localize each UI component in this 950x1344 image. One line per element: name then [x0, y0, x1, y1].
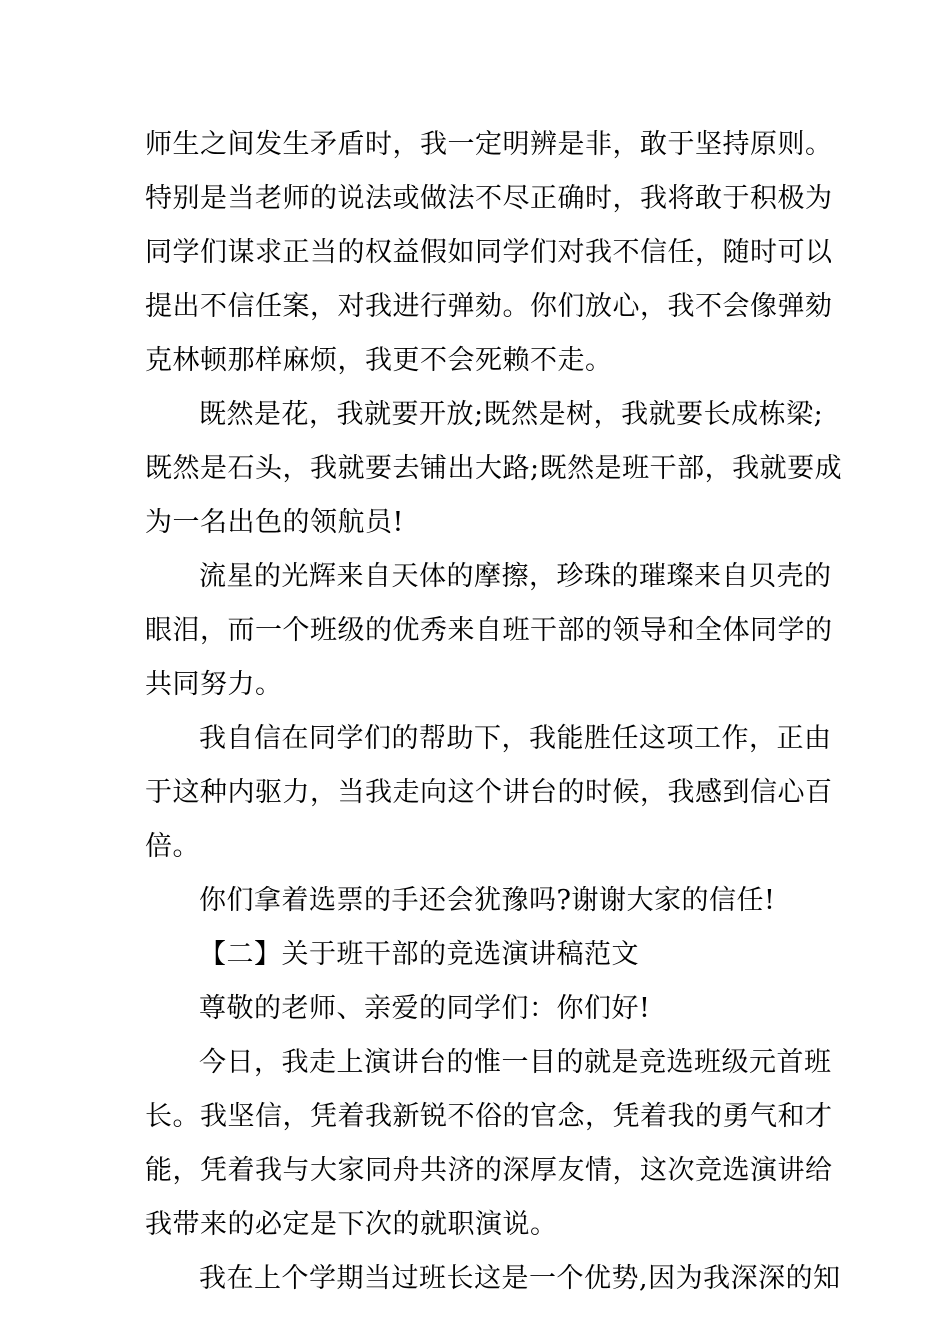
paragraph-start-line: 我自信在同学们的帮助下，我能胜任这项工作，正由	[199, 723, 832, 754]
text-line: 能，凭着我与大家同舟共济的深厚友情，这次竞选演讲给	[145, 1155, 833, 1186]
paragraph-start-line: 既然是花，我就要开放;既然是树，我就要长成栋梁;	[199, 399, 824, 430]
text-line: 眼泪，而一个班级的优秀来自班干部的领导和全体同学的	[145, 615, 833, 646]
salutation-line: 尊敬的老师、亲爱的同学们：你们好!	[199, 993, 651, 1024]
text-line: 于这种内驱力，当我走向这个讲台的时候，我感到信心百	[145, 777, 833, 808]
text-line: 倍。	[145, 831, 200, 862]
text-line: 提出不信任案，对我进行弹劾。你们放心，我不会像弹劾	[145, 291, 833, 322]
text-line: 同学们谋求正当的权益假如同学们对我不信任，随时可以	[145, 237, 833, 268]
text-line: 师生之间发生矛盾时，我一定明辨是非，敢于坚持原则。	[145, 129, 833, 160]
text-line: 长。我坚信，凭着我新锐不俗的官念，凭着我的勇气和才	[145, 1101, 833, 1132]
body-text	[145, 118, 843, 1306]
text-line: 为一名出色的领航员!	[145, 507, 404, 538]
paragraph-start-line: 你们拿着选票的手还会犹豫吗?谢谢大家的信任!	[199, 885, 776, 916]
paragraph-start-line: 我在上个学期当过班长这是一个优势,因为我深深的知	[199, 1263, 841, 1294]
text-line: 克林顿那样麻烦，我更不会死赖不走。	[145, 345, 613, 376]
text-line: 共同努力。	[145, 669, 283, 700]
paragraph-start-line: 流星的光辉来自天体的摩擦，珍珠的璀璨来自贝壳的	[199, 561, 832, 592]
text-line: 特别是当老师的说法或做法不尽正确时，我将敢于积极为	[145, 183, 833, 214]
text-line: 既然是石头，我就要去铺出大路;既然是班干部，我就要成	[145, 453, 843, 484]
paragraph-start-line: 今日，我走上演讲台的惟一目的就是竞选班级元首班	[199, 1047, 832, 1078]
text-line: 我带来的必定是下次的就职演说。	[145, 1209, 558, 1240]
section-heading: 【二】关于班干部的竞选演讲稿范文	[199, 939, 639, 970]
